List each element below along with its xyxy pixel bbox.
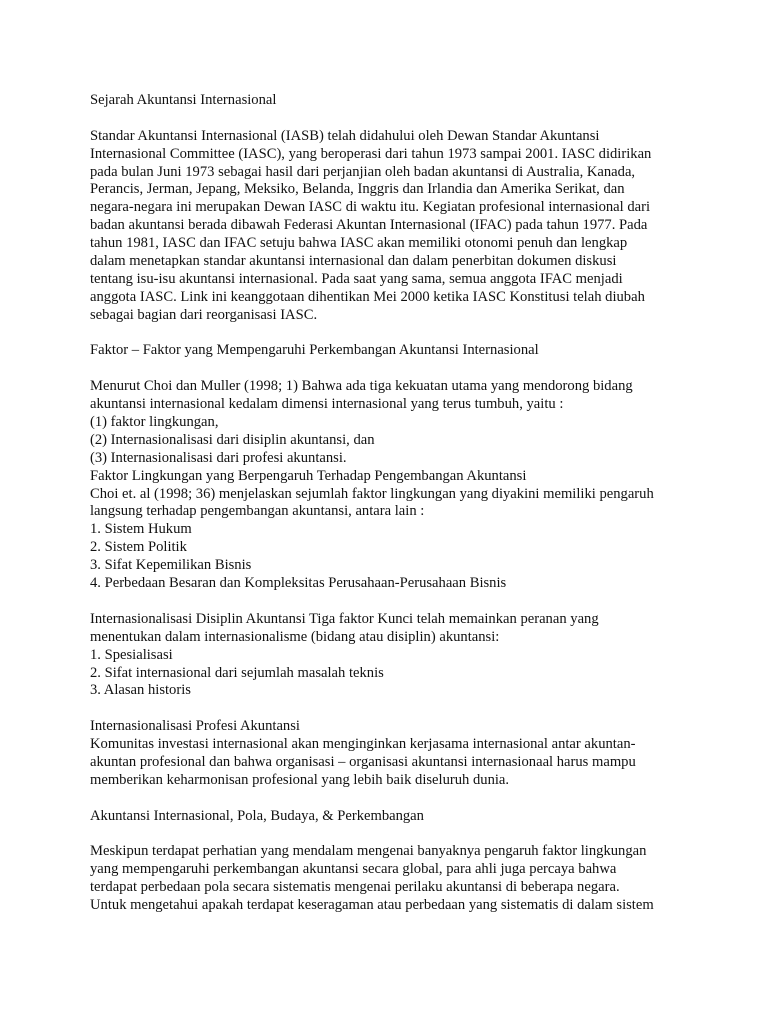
list-item: 2. Sistem Politik [90, 539, 187, 556]
text-line: badan akuntansi berada dibawah Federasi Akuntan Internasional (IFAC) pada tahun 1977. Pada [90, 217, 648, 234]
section-heading-factors: Faktor – Faktor yang Mempengaruhi Perkembangan Akuntansi Internasional [90, 342, 539, 359]
text-line: akuntansi internasional kedalam dimensi internasional yang terus tumbuh, yaitu : [90, 396, 564, 413]
paragraph-gap [90, 790, 680, 808]
text-line: Standar Akuntansi Internasional (IASB) telah didahului oleh Dewan Standar Akuntansi [90, 127, 600, 144]
paragraph-profession [90, 718, 680, 790]
paragraph-gap [90, 110, 680, 128]
text-line: Choi et. al (1998; 36) menjelaskan sejumlah faktor lingkungan yang diyakini memiliki pengaruh [90, 485, 654, 502]
paragraph-factors [90, 378, 680, 593]
list-item: 3. Sifat Kepemilikan Bisnis [90, 557, 252, 574]
list-item: 1. Sistem Hukum [90, 521, 192, 538]
paragraph-patterns [90, 843, 680, 915]
list-item: 4. Perbedaan Besaran dan Kompleksitas Perusahaan-Perusahaan Bisnis [90, 575, 507, 592]
paragraph-gap [90, 826, 680, 844]
paragraph-discipline [90, 611, 680, 700]
paragraph-gap [90, 325, 680, 343]
list-item: (3) Internasionalisasi dari profesi akuntansi. [90, 449, 347, 466]
text-line: menentukan dalam internasionalisme (bidang atau disiplin) akuntansi: [90, 628, 500, 645]
text-line: terdapat perbedaan pola secara sistematis mengenai perilaku akuntansi di beberapa negara. [90, 879, 620, 896]
text-line: memberikan keharmonisan profesional yang lebih baik diseluruh dunia. [90, 771, 510, 788]
text-line: Menurut Choi dan Muller (1998; 1) Bahwa ada tiga kekuatan utama yang mendorong bidang [90, 378, 633, 395]
subheading-profession: Internasionalisasi Profesi Akuntansi [90, 718, 300, 735]
text-line: Meskipun terdapat perhatian yang mendalam mengenai banyaknya pengaruh faktor lingkungan [90, 843, 647, 860]
text-line: anggota IASC. Link ini keanggotaan dihentikan Mei 2000 ketika IASC Konstitusi telah diubah [90, 288, 645, 305]
text-line: pada bulan Juni 1973 sebagai hasil dari perjanjian oleh badan akuntansi di Australia, Kanada, [90, 163, 636, 180]
text-line: negara-negara ini merupakan Dewan IASC di waktu itu. Kegiatan profesional internasional dari [90, 199, 651, 216]
document-title: Sejarah Akuntansi Internasional [90, 92, 277, 108]
list-item: 1. Spesialisasi [90, 646, 173, 663]
text-line: Perancis, Jerman, Jepang, Meksiko, Belanda, Inggris dan Irlandia dan Amerika Serikat, dan [90, 181, 625, 198]
section-heading-patterns: Akuntansi Internasional, Pola, Budaya, & Perkembangan [90, 807, 424, 824]
text-line: dalam menetapkan standar akuntansi internasional dan dalam penerbitan dokumen diskusi [90, 253, 617, 270]
subheading-environment: Faktor Lingkungan yang Berpengaruh Terhadap Pengembangan Akuntansi [90, 467, 527, 484]
list-item: 2. Sifat internasional dari sejumlah masalah teknis [90, 664, 384, 681]
text-line: sebagai bagian dari reorganisasi IASC. [90, 306, 318, 323]
paragraph-gap [90, 700, 680, 718]
text-line: Untuk mengetahui apakah terdapat keseragaman atau perbedaan yang sistematis di dalam sistem [90, 897, 654, 914]
text-line: Internasional Committee (IASC), yang beroperasi dari tahun 1973 sampai 2001. IASC didirikan [90, 145, 652, 162]
text-line: tahun 1981, IASC dan IFAC setuju bahwa IASC akan memiliki otonomi penuh dan lengkap [90, 235, 628, 252]
text-line: yang mempengaruhi perkembangan akuntansi secara global, para ahli juga percaya bahwa [90, 861, 617, 878]
list-item: 3. Alasan historis [90, 682, 191, 699]
list-item: (2) Internasionalisasi dari disiplin akuntansi, dan [90, 431, 375, 448]
text-line: langsung terhadap pengembangan akuntansi, antara lain : [90, 503, 425, 520]
list-item: (1) faktor lingkungan, [90, 414, 219, 431]
text-line: tentang isu-isu akuntansi internasional. Pada saat yang sama, semua anggota IFAC menjadi [90, 270, 623, 287]
document-body [90, 92, 680, 915]
text-line: Komunitas investasi internasional akan menginginkan kerjasama internasional antar akuntan- [90, 736, 636, 753]
paragraph-gap [90, 360, 680, 378]
text-line: Internasionalisasi Disiplin Akuntansi Tiga faktor Kunci telah memainkan peranan yang [90, 610, 599, 627]
paragraph-history [90, 128, 680, 325]
paragraph-gap [90, 593, 680, 611]
text-line: akuntan profesional dan bahwa organisasi – organisasi akuntansi internasionaal harus mampu [90, 753, 636, 770]
